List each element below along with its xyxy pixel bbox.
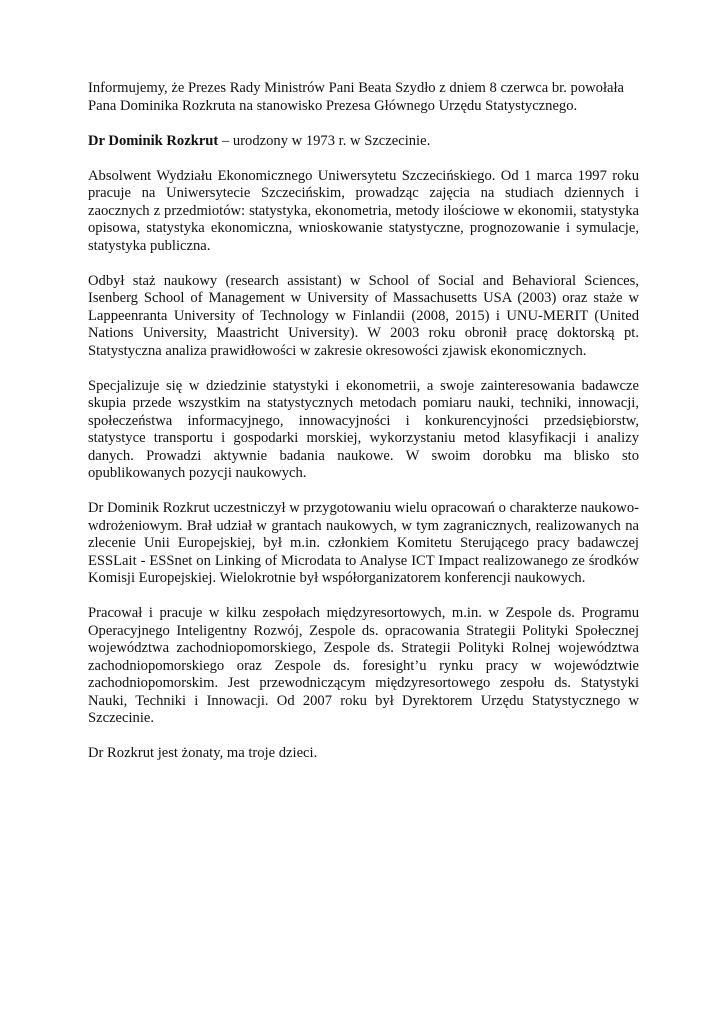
bio-heading	[88, 133, 639, 151]
research-stays-paragraph: Odbył staż naukowy (research assistant) w School of Social and Behavioral Sciences, Isenberg School of Management w University of Massachusetts USA (2003) oraz staże w Lappeenranta University of Technology w Finlandii (2008, 2015) i UNU-MERIT (United Nations University, Maastricht University). W 2003 roku obronił pracę doktorską pt. Statystyczna analiza prawidłowości w zakresie okresowości zjawisk ekonomicznych.	[88, 272, 639, 359]
education-paragraph: Absolwent Wydziału Ekonomicznego Uniwersytetu Szczecińskiego. Od 1 marca 1997 roku pracuje na Uniwersytecie Szczecińskim, prowadząc zajęcia na studiach dziennych i zaocznych z przedmiotów: statystyka, ekonometria, metody ilościowe w ekonomii, statystyka opisowa, statystyka ekonomiczna, wnioskowanie statystyczne, prognozowanie i symulacje, statystyka publiczna.	[88, 167, 639, 254]
person-name: Dr Dominik Rozkrut	[88, 132, 219, 149]
specialization-paragraph: Specjalizuje się w dziedzinie statystyki i ekonometrii, a swoje zainteresowania badawcze skupia przede wszystkim na statystycznych metodach pomiaru nauki, techniki, innowacji, społeczeństwa informacyjnego, innowacyjności i konkurencyjności przedsiębiorstw, statystyce transportu i gospodarki morskiej, wykorzystaniu metod klasyfikacji i analizy danych. Prowadzi aktywnie badania naukowe. W swoim dorobku ma blisko sto opublikowanych pozycji naukowych.	[88, 377, 639, 481]
teams-paragraph: Pracował i pracuje w kilku zespołach międzyresortowych, m.in. w Zespole ds. Programu Operacyjnego Inteligentny Rozwój, Zespole ds. opracowania Strategii Polityki Społecznej województwa zachodniopomorskiego, Zespole ds. Strategii Polityki Rolnej województwa zachodniopomorskiego oraz Zespole ds. foresight’u rynku pracy w województwie zachodniopomorskim. Jest przewodniczącym międzyresortowego zespołu ds. Statystyki Nauki, Techniki i Innowacji. Od 2007 roku był Dyrektorem Urzędu Statystycznego w Szczecinie.	[88, 605, 639, 726]
projects-paragraph: Dr Dominik Rozkrut uczestniczył w przygotowaniu wielu opracowań o charakterze naukowo-wdrożeniowym. Brał udział w grantach naukowych, w tym zagranicznych, realizowanych na zlecenie Unii Europejskiej, był m.in. członkiem Komitetu Sterującego pracy badawczej ESSLait - ESSnet on Linking of Microdata to Analyse ICT Impact realizowanego ze środków Komisji Europejskiej. Wielokrotnie był współorganizatorem konferencji naukowych.	[88, 500, 639, 586]
announcement-paragraph: Informujemy, że Prezes Rady Ministrów Pani Beata Szydło z dniem 8 czerwca br. powołała Pana Dominika Rozkruta na stanowisko Prezesa Głównego Urzędu Statystycznego.	[88, 80, 625, 114]
birth-info: – urodzony w 1973 r. w Szczecinie.	[218, 132, 431, 149]
closing-paragraph: Dr Rozkrut jest żonaty, ma troje dzieci.	[88, 745, 318, 761]
document-page	[88, 80, 639, 780]
